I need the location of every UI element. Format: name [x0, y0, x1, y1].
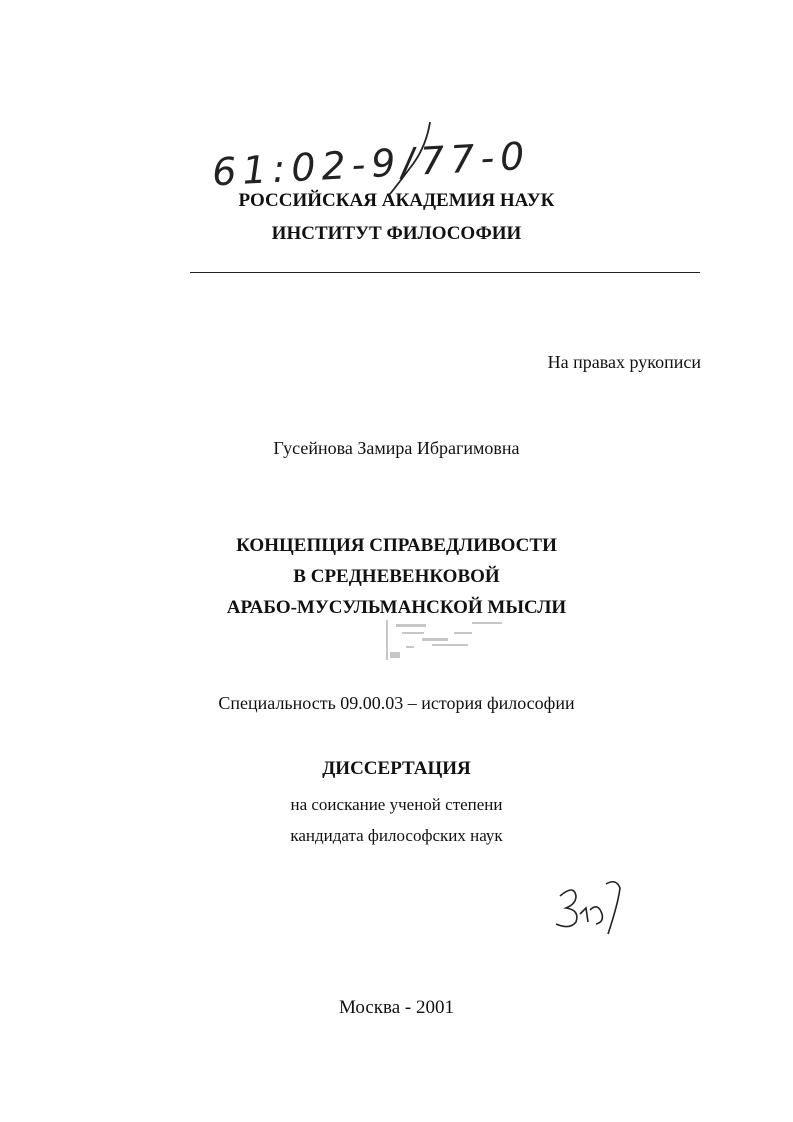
specialty-line: Специальность 09.00.03 – история философии	[218, 693, 575, 713]
handwritten-slash-icon	[386, 118, 436, 198]
library-stamp-icon	[382, 616, 522, 668]
title-line: КОНЦЕПЦИЯ СПРАВЕДЛИВОСТИ	[236, 535, 557, 556]
signature-icon	[546, 874, 636, 944]
city-year: Москва - 2001	[338, 997, 455, 1018]
title-line: В СРЕДНЕВЕНКОВОЙ	[293, 566, 500, 587]
degree-line: на соискание ученой степени	[290, 795, 503, 814]
header-divider	[190, 272, 700, 273]
institute-name: ИНСТИТУТ ФИЛОСОФИИ	[271, 223, 522, 244]
title-line: АРАБО-МУСУЛЬМАНСКОЙ МЫСЛИ	[226, 597, 567, 618]
dissertation-title	[0, 530, 793, 623]
handwritten-code: 61:02-9/77-0	[211, 133, 532, 195]
academy-name: РОССИЙСКАЯ АКАДЕМИЯ НАУК	[238, 190, 555, 211]
degree-info	[0, 789, 793, 851]
rights-note: На правах рукописи	[547, 352, 701, 372]
degree-line: кандидата философских наук	[290, 826, 503, 845]
author-name: Гусейнова Замира Ибрагимовна	[273, 438, 520, 458]
work-type: ДИССЕРТАЦИЯ	[322, 758, 471, 779]
